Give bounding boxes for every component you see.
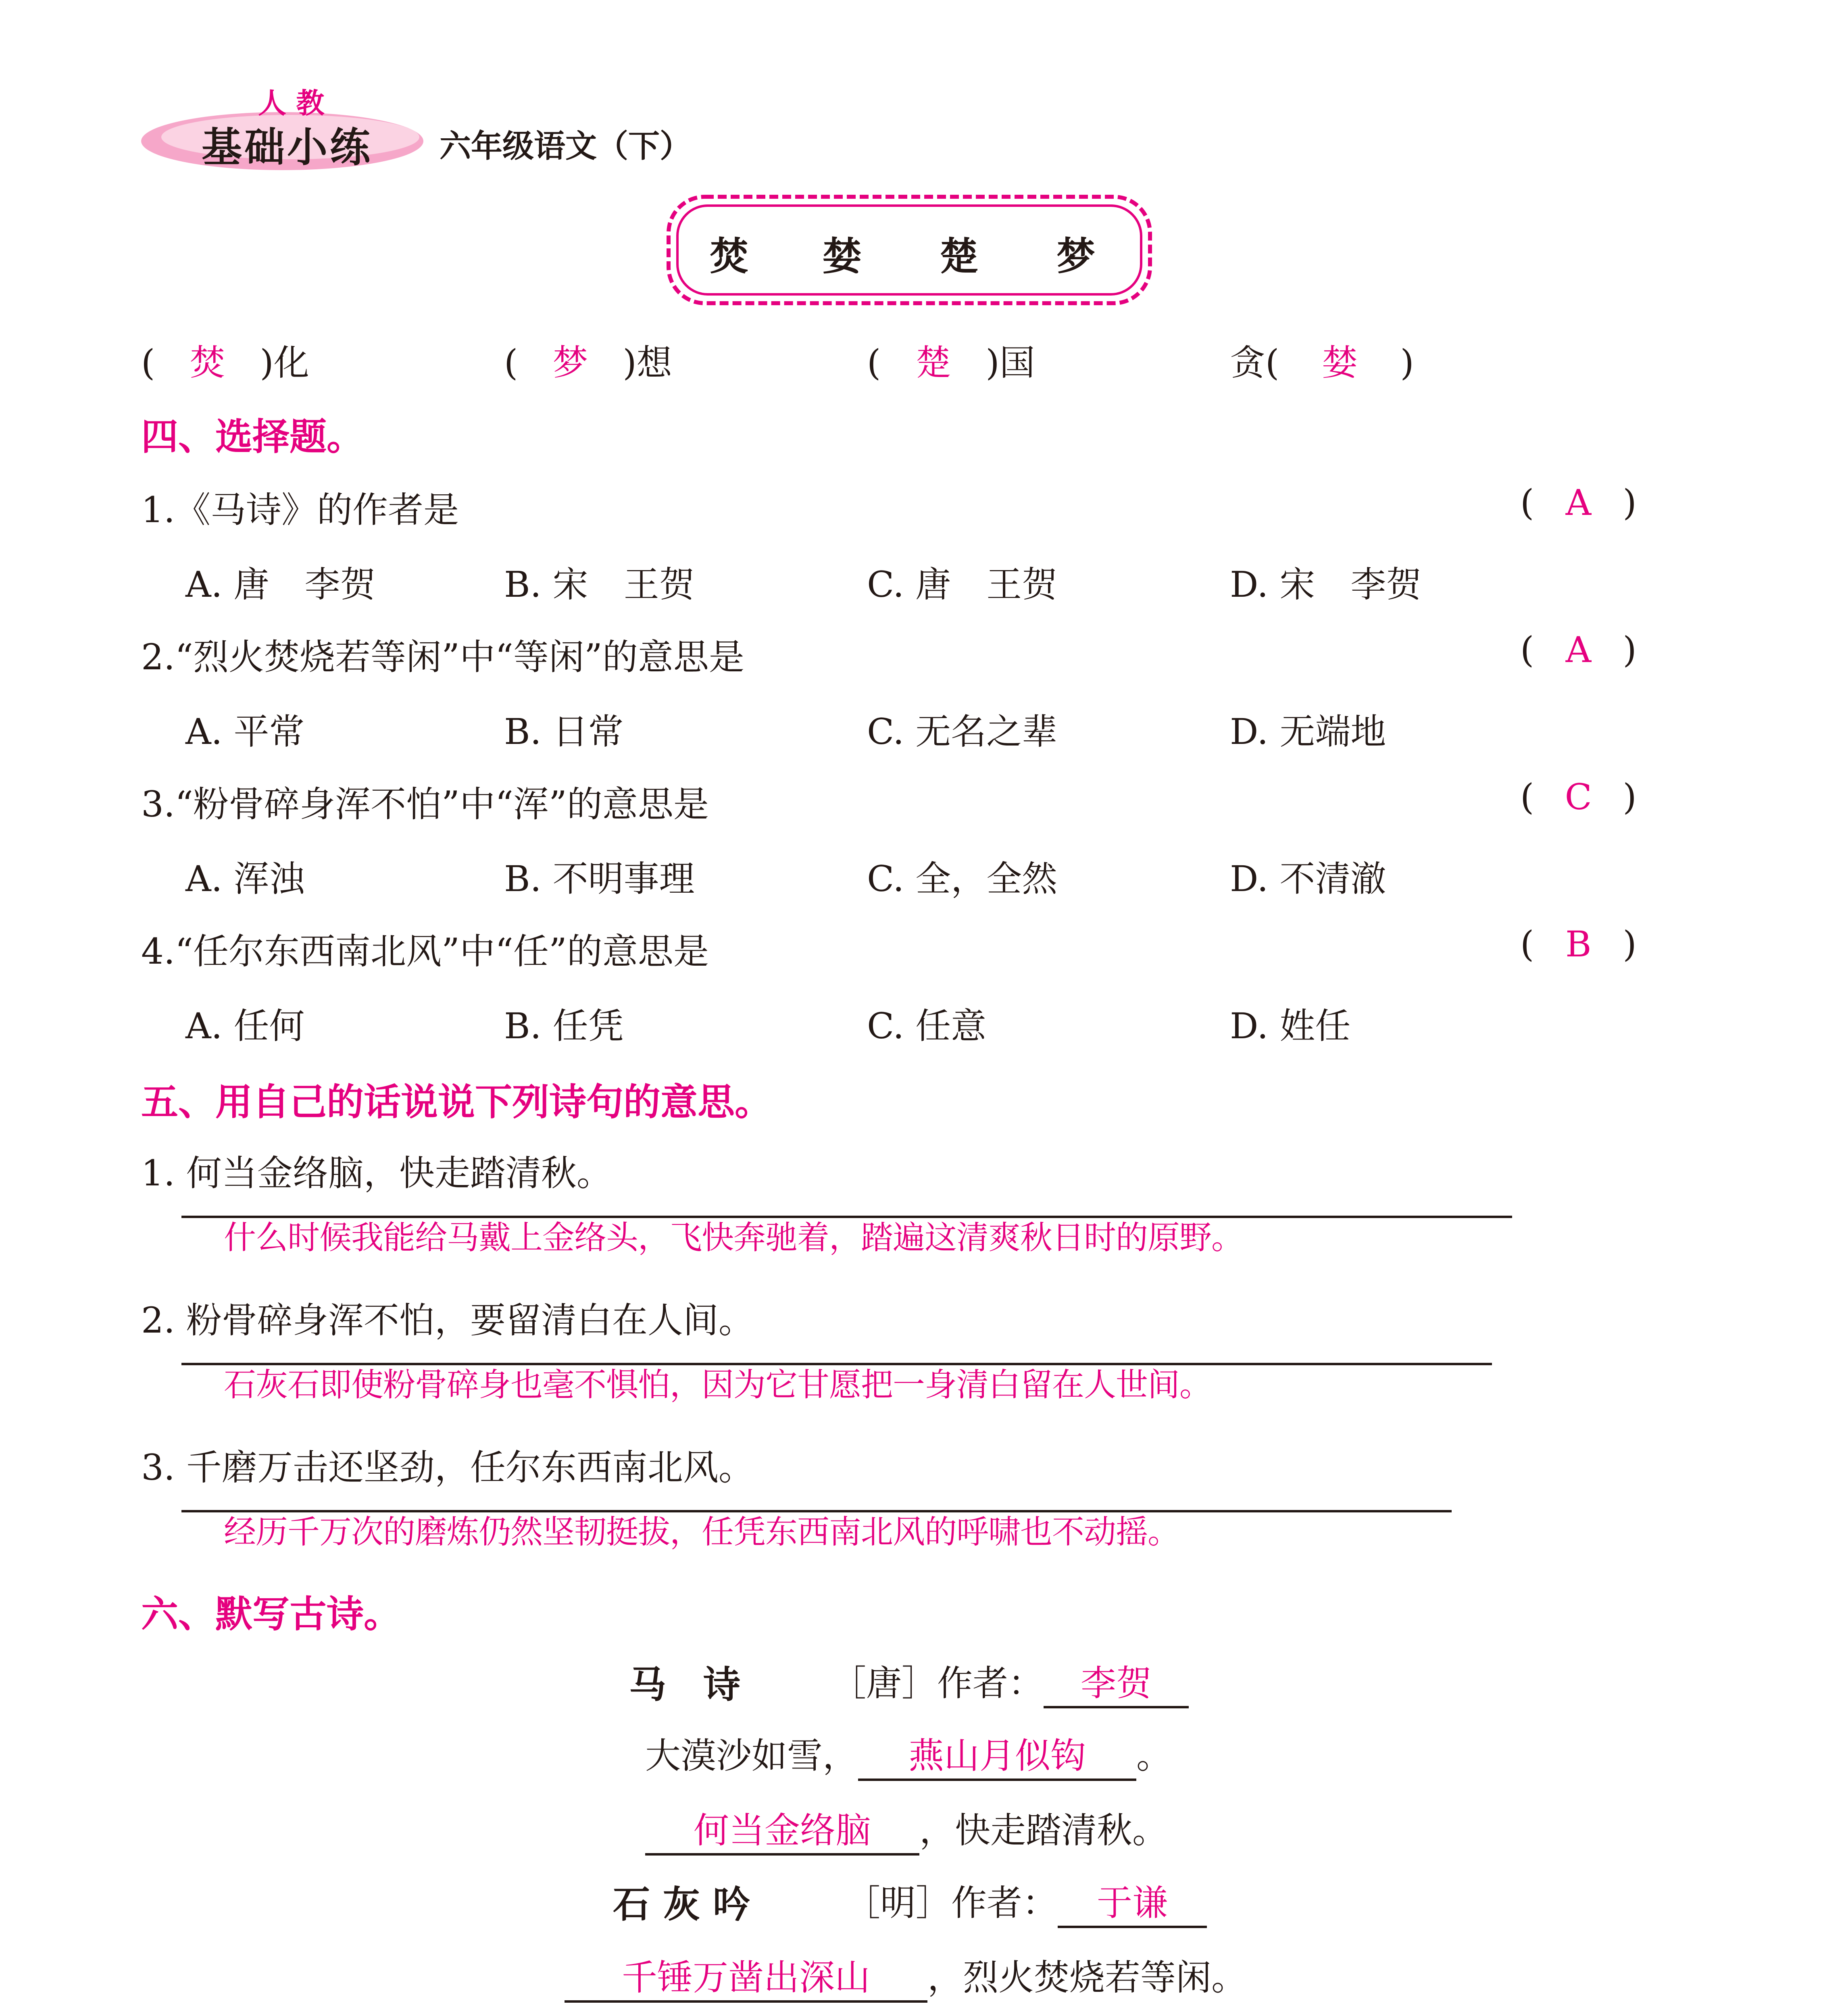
answer-text: 经历千万次的磨炼仍然坚韧挺拔，任凭东西南北风的呼啸也不动摇。 — [224, 1513, 1179, 1551]
answer-bracket: ( C ) — [1520, 776, 1637, 818]
question-stem: 2.“烈火焚烧若等闲”中“等闲”的意思是 — [141, 636, 744, 678]
poem-text: ，快走踏清秋。 — [919, 1810, 1168, 1851]
option: A. 唐 李贺 — [185, 564, 376, 605]
word-box-char: 梦 — [1056, 233, 1095, 279]
word-box-char: 婪 — [823, 233, 861, 279]
option: C. 唐 王贺 — [867, 564, 1058, 605]
answer-choice: A — [1565, 629, 1592, 671]
answer-choice: C — [1565, 776, 1592, 818]
word-box-char: 焚 — [710, 233, 748, 279]
section5-title: 五、用自己的话说说下列诗句的意思。 — [141, 1081, 772, 1124]
answer-text: 石灰石即使粉骨碎身也毫不惧怕，因为它甘愿把一身清白留在人世间。 — [224, 1366, 1211, 1404]
answer-bracket: ( B ) — [1520, 923, 1637, 965]
fill-word: ( 楚 )国 — [867, 335, 1035, 385]
fill-answer: 梦 — [552, 342, 588, 383]
series-top: 人 教 — [258, 87, 325, 120]
section4-title: 四、选择题。 — [141, 415, 364, 458]
poem-author: 李贺 — [1044, 1655, 1189, 1708]
poem-text: 。 — [1136, 1735, 1172, 1776]
poem-line: 1. 何当金络脑，快走踏清秋。 — [141, 1152, 612, 1194]
option: A. 浑浊 — [185, 858, 305, 900]
fill-word: ( 梦 )想 — [504, 335, 672, 385]
poem-answer: 千锤万凿出深山 — [565, 1949, 927, 2003]
option: D. 不清澈 — [1230, 858, 1386, 900]
answer-bracket: ( A ) — [1520, 629, 1637, 671]
option: B. 宋 王贺 — [504, 564, 695, 605]
poem-answer: 何当金络脑 — [645, 1802, 919, 1856]
book-title: 六年级语文（下） — [440, 128, 692, 165]
fill-suffix: 国 — [999, 342, 1035, 383]
fill-answer: 焚 — [190, 342, 225, 383]
option: D. 姓任 — [1230, 1005, 1351, 1047]
word-box-char: 楚 — [940, 233, 978, 279]
poem-line: 2. 粉骨碎身浑不怕，要留清白在人间。 — [141, 1300, 754, 1341]
fill-suffix: 化 — [273, 342, 309, 383]
answer-bracket: ( A ) — [1520, 482, 1637, 523]
answer-choice: A — [1565, 482, 1592, 523]
fill-suffix: 想 — [636, 342, 672, 383]
poem-line: 3. 千磨万击还坚劲，任尔东西南北风。 — [141, 1447, 754, 1488]
poem-dynasty: ［唐］作者： — [831, 1662, 1044, 1704]
question-stem: 3.“粉骨碎身浑不怕”中“浑”的意思是 — [141, 783, 709, 825]
poem-author: 于谦 — [1058, 1875, 1207, 1928]
option: C. 任意 — [867, 1005, 987, 1047]
option: D. 宋 李贺 — [1230, 564, 1422, 605]
poem-title: 石 灰 吟 — [613, 1883, 750, 1926]
poem-text: 大漠沙如雪， — [645, 1735, 858, 1776]
option: D. 无端地 — [1230, 711, 1386, 752]
fill-answer: 楚 — [915, 342, 951, 383]
option: B. 不明事理 — [504, 858, 695, 900]
poem-answer: 燕山月似钩 — [858, 1728, 1136, 1781]
option: B. 任凭 — [504, 1005, 624, 1047]
poem-author-line — [831, 1655, 1189, 1708]
answer-text: 什么时候我能给马戴上金络头，飞快奔驰着，踏遍这清爽秋日时的原野。 — [224, 1219, 1243, 1256]
poem-line — [645, 1728, 1172, 1781]
series-name: 基础小练 — [202, 124, 373, 171]
section6-title: 六、默写古诗。 — [141, 1593, 401, 1636]
fill-word: 贪( 婪 ) — [1230, 335, 1414, 385]
option: C. 无名之辈 — [867, 711, 1058, 752]
option: A. 平常 — [185, 711, 305, 752]
option: B. 日常 — [504, 711, 624, 752]
poem-text: ，烈火焚烧若等闲。 — [927, 1957, 1247, 1998]
poem-line — [565, 1949, 1247, 2003]
answer-choice: B — [1565, 923, 1592, 965]
option: A. 任何 — [185, 1005, 305, 1047]
fill-prefix: 贪 — [1230, 342, 1266, 383]
option: C. 全，全然 — [867, 858, 1058, 900]
poem-dynasty: ［明］作者： — [845, 1882, 1058, 1924]
poem-title: 马 诗 — [629, 1663, 741, 1706]
poem-author-line — [845, 1875, 1207, 1928]
question-stem: 4.“任尔东西南北风”中“任”的意思是 — [141, 931, 709, 972]
fill-answer: 婪 — [1322, 342, 1358, 383]
fill-word: ( 焚 )化 — [141, 335, 309, 385]
poem-line — [645, 1802, 1168, 1856]
question-stem: 1.《马诗》的作者是 — [141, 489, 459, 531]
